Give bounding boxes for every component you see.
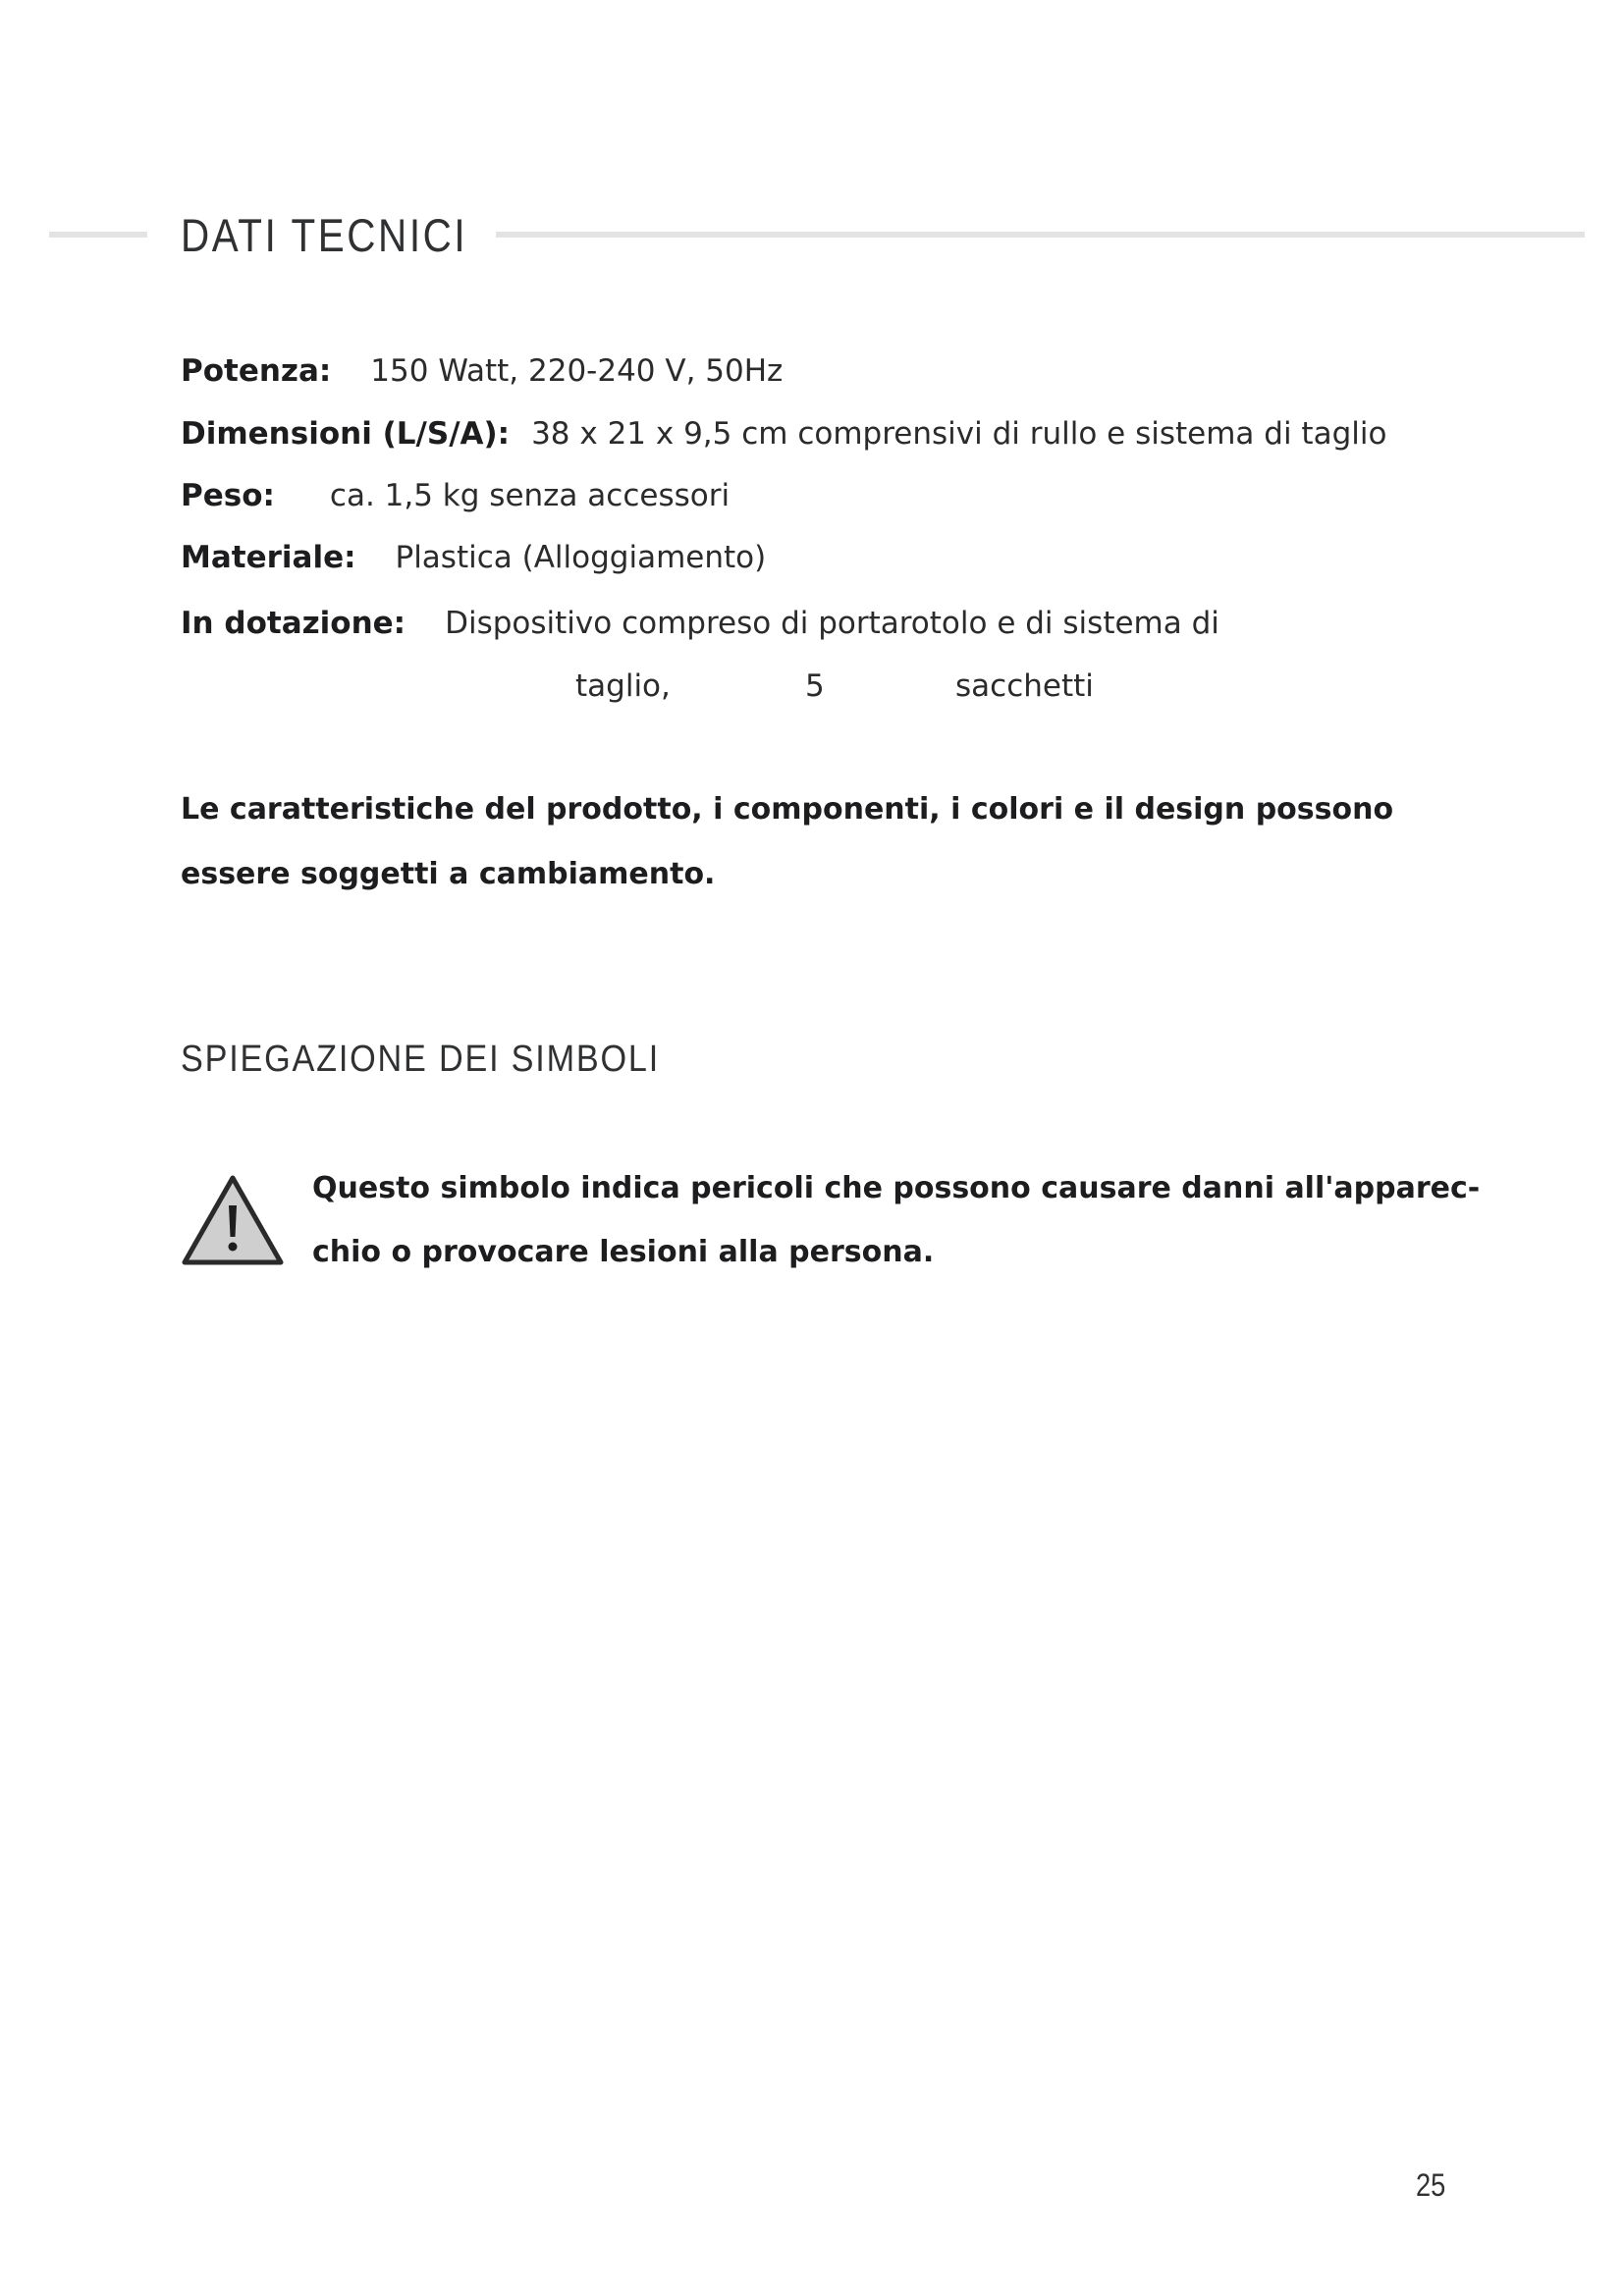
- disclaimer-line: essere soggetti a cambiamento.: [181, 857, 716, 891]
- spec-row-included: [181, 604, 1219, 643]
- spec-row-dimensions: [181, 414, 1386, 454]
- header-rule-right: [496, 232, 1585, 238]
- spec-continuation-word: 5: [805, 668, 825, 704]
- spec-label: Potenza:: [181, 353, 332, 389]
- spec-label: Dimensioni (L/S/A):: [181, 416, 511, 452]
- spec-continuation-word: sacchetti: [955, 668, 1094, 704]
- disclaimer-line: Le caratteristiche del prodotto, i componenti, i colori e il design possono: [181, 792, 1394, 827]
- spec-value: 150 Watt, 220-240 V, 50Hz: [370, 353, 784, 389]
- spec-value: Dispositivo compreso di portarotolo e di sistema di: [445, 606, 1219, 641]
- spec-continuation-word: taglio,: [575, 668, 671, 704]
- spec-label: Materiale:: [181, 540, 356, 575]
- warning-description-line: Questo simbolo indica pericoli che possono causare danni all'apparec-: [312, 1171, 1481, 1205]
- warning-description-line: chio o provocare lesioni alla persona.: [312, 1235, 935, 1269]
- warning-triangle-icon: [181, 1174, 285, 1266]
- spec-row-material: [181, 538, 766, 577]
- page-number: 25: [1416, 2167, 1446, 2203]
- spec-label: Peso:: [181, 478, 275, 513]
- spec-value: ca. 1,5 kg senza accessori: [329, 478, 731, 513]
- symbols-title: SPIEGAZIONE DEI SIMBOLI: [181, 1039, 661, 1080]
- header-rule-left: [49, 232, 147, 238]
- spec-label: In dotazione:: [181, 606, 406, 641]
- spec-value: Plastica (Alloggiamento): [395, 540, 767, 575]
- spec-row-power: [181, 351, 783, 391]
- spec-row-weight: [181, 476, 730, 515]
- spec-value: 38 x 21 x 9,5 cm comprensivi di rullo e sistema di taglio: [531, 416, 1387, 452]
- section-title: DATI TECNICI: [181, 209, 468, 261]
